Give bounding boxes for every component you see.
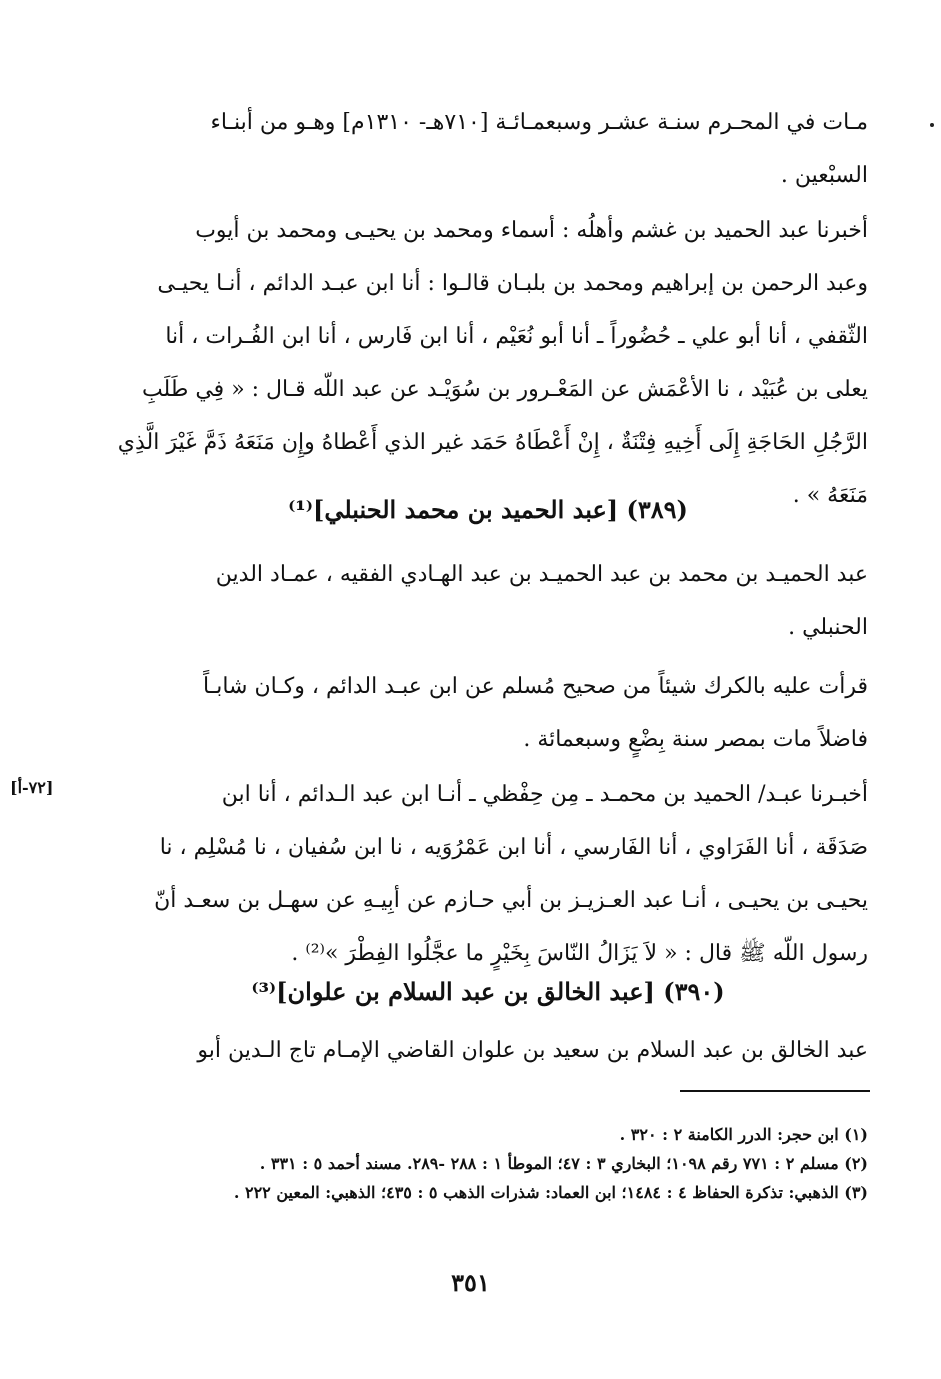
text-line: فاضلاً مات بمصر سنة بِضْعٍ وسبعمائة . bbox=[523, 727, 868, 752]
footnote-3: (٣) الذهبي: تذكرة الحفاظ ٤ : ١٤٨٤؛ ابن العماد: شذرات الذهب ٥ : ٤٣٥؛ الذهبي: المعين ٢٢٢ . bbox=[233, 1183, 868, 1202]
paragraph-isnad-2 bbox=[108, 768, 868, 980]
footnote-1: (١) ابن حجر: الدرر الكامنة ٢ : ٣٢٠ . bbox=[619, 1125, 868, 1144]
text-line: وعبد الرحمن بن إبراهيم ومحمد بن بلبـان قالـوا : أنا ابن عبـد الدائم ، أنـا يحيـى bbox=[157, 271, 868, 296]
entry-heading-390: (٣٩٠) [عبد الخالق بن عبد السلام بن علوان]⁽³⁾ bbox=[251, 977, 725, 1006]
text-line: الثّقفي ، أنا أبو علي ـ حُضُوراً ـ أنا أبو نُعَيْم ، أنا ابن فَارس ، أنا ابن الفُـرات ، أنا bbox=[165, 324, 868, 349]
paragraph-death-note bbox=[108, 96, 868, 202]
footnotes bbox=[108, 1120, 868, 1207]
paragraph-reading-note bbox=[108, 660, 868, 766]
page-number: ٣٥١ bbox=[451, 1268, 490, 1297]
text-line: أخبرنا عبد الحميد بن غشم وأهلُه : أسماء ومحمد بن يحيـى ومحمد بن أيوب bbox=[195, 218, 868, 243]
text-line: عبد الخالق بن عبد السلام بن سعيد بن علوان القاضي الإمـام تاج الـدين أبو bbox=[197, 1038, 868, 1063]
footnote-2: (٢) مسلم ٢ : ٧٧١ رقم ١٠٩٨؛ البخاري ٣ : ٤٧؛ الموطأ ١ : ٢٨٨ -٢٨٩. مسند أحمد ٥ : ٣٣١ . bbox=[259, 1154, 868, 1173]
text-line: السبْعين . bbox=[780, 163, 868, 188]
text-line: يحيـى بن يحيـى ، أنـا عبد العـزيـز بن أبي حـازم عن أبِيـهِ عن سهـل بن سعـد أنّ bbox=[154, 888, 868, 913]
entry-heading-389: (٣٨٩) [عبد الحميد بن محمد الحنبلي]⁽¹⁾ bbox=[288, 495, 688, 524]
text-line: الحنبلي . bbox=[788, 615, 868, 640]
text-line: أخبـرنا عبـد/ الحميد بن محمـد ـ مِن حِفْظي ـ أنـا ابن عبد الـدائم ، أنا ابن bbox=[221, 782, 868, 807]
text-line: رسول اللّه ﷺ قال : « لاَ يَزَالُ النّاسَ بِخَيْرٍ ما عجَّلُوا الفِطْرَ »⁽²⁾ . bbox=[291, 941, 868, 966]
paragraph-biography-390 bbox=[108, 1024, 868, 1077]
paragraph-biography-389 bbox=[108, 548, 868, 654]
text-line: مـات في المحـرم سنـة عشـر وسبعمـائـة [٧١٠هـ- ١٣١٠م] وهـو من أبنـاء bbox=[210, 110, 868, 135]
text-line: قرأت عليه بالكرك شيئاً من صحيح مُسلم عن ابن عبـد الدائم ، وكـان شابـاً bbox=[203, 674, 868, 699]
text-line: عبد الحميـد بن محمد بن عبد الحميـد بن عبد الهـادي الفقيه ، عمـاد الدين bbox=[215, 562, 868, 587]
text-line: صَدَقَة ، أنا الفَرَاوي ، أنا الفَارسي ، أنا ابن عَمْرُوَيه ، نا ابن سُفيان ، نا مُسْلِم ، نا bbox=[159, 835, 868, 860]
text-line: مَنَعَهُ » . bbox=[792, 483, 868, 508]
manuscript-folio-note: [٧٢-أ] bbox=[10, 778, 54, 797]
text-line: الرَّجُلِ الحَاجَةِ إِلَى أَخِيهِ فِتْنَةٌ ، إِنْ أَعْطَاهُ حَمَد غير الذي أَعْطاهُ وإِن مَنَعَهُ ذَمَّ غَيْرَ الَّذِي bbox=[117, 430, 868, 455]
footnote-separator bbox=[680, 1090, 870, 1092]
stray-dot bbox=[930, 123, 934, 127]
text-line: يعلى بن عُبَيْد ، نا الأعْمَش عن المَعْـرور بن سُوَيْـد عن عبد اللّه قـال : « فِي طَلَبِ bbox=[141, 377, 868, 402]
paragraph-isnad-1 bbox=[108, 204, 868, 522]
